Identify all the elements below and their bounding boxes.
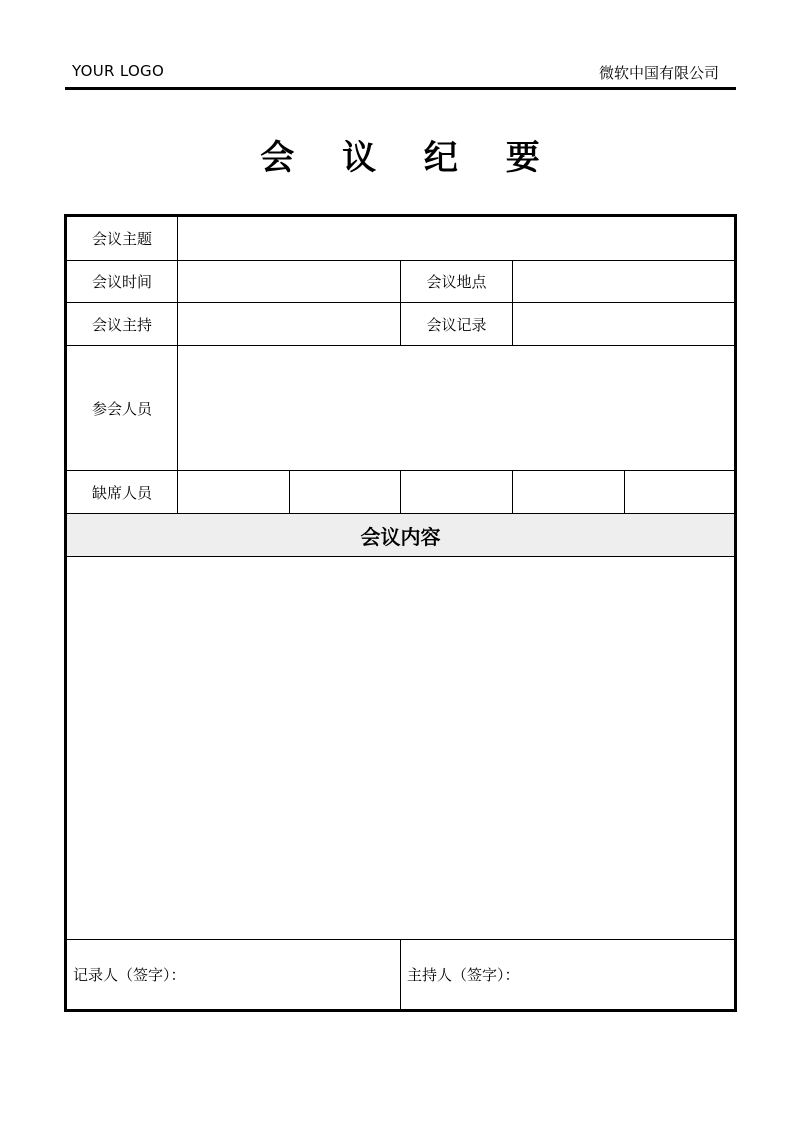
host-label: 会议主持 <box>91 315 152 334</box>
document-title: 会 议 纪 要 <box>260 138 558 178</box>
content-section-title: 会议内容 <box>360 524 441 549</box>
absent-field[interactable] <box>513 471 624 513</box>
page-header <box>65 62 736 86</box>
absent-field[interactable] <box>401 471 512 513</box>
attendees-field[interactable] <box>178 346 734 470</box>
recorder-signature-field[interactable]: 记录人（签字）： <box>73 966 186 984</box>
location-field[interactable] <box>513 261 734 302</box>
absent-label: 缺席人员 <box>91 483 152 502</box>
absent-field[interactable] <box>625 471 734 513</box>
topic-label: 会议主题 <box>91 230 152 248</box>
attendees-label: 参会人员 <box>91 399 152 418</box>
recorder-field[interactable] <box>513 303 734 345</box>
recorder-label: 会议记录 <box>426 315 487 334</box>
time-field[interactable] <box>178 261 400 302</box>
content-field[interactable] <box>67 557 734 939</box>
company-name: 微软中国有限公司 <box>598 64 719 82</box>
host-field[interactable] <box>178 303 400 345</box>
absent-field[interactable] <box>178 471 289 513</box>
meeting-minutes-form <box>64 214 737 1012</box>
host-signature-field[interactable]: 主持人（签字）： <box>407 966 520 984</box>
absent-field[interactable] <box>290 471 400 513</box>
header-divider <box>65 87 736 90</box>
logo-text: YOUR LOGO <box>72 62 165 80</box>
location-label: 会议地点 <box>426 273 487 291</box>
topic-field[interactable] <box>178 217 734 260</box>
time-label: 会议时间 <box>91 273 152 291</box>
